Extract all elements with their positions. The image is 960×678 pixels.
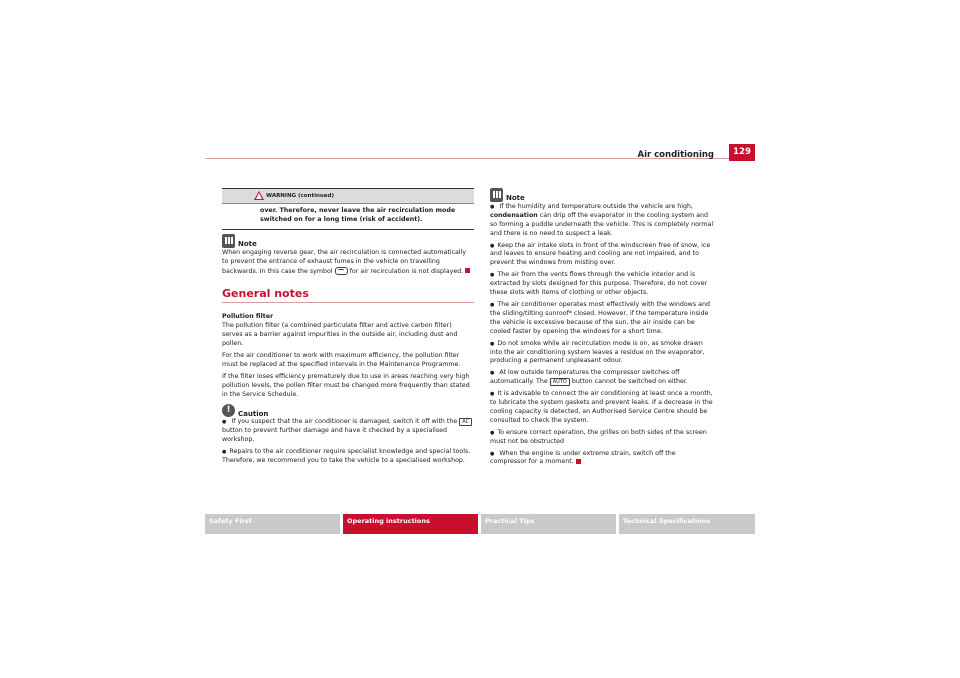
list-item-bold: condensation — [490, 211, 538, 219]
note-text: When engaging reverse gear, the air recirculation is connected automatically to prevent the entrance of exhaust fumes in the vehicle on travelling backwards. In this case the symbol — [222, 248, 467, 275]
note-label: Note — [506, 194, 525, 202]
warning-text: over. Therefore, never leave the air recirculation mode switched on for a long time (risk of accident). — [260, 207, 456, 223]
list-item — [222, 418, 474, 445]
warning-header — [222, 189, 474, 204]
list-item: ● Repairs to the air conditioner require specialist knowledge and special tools. Therefore, we recommend you to take the vehicle to a specialised workshop. — [222, 448, 474, 466]
left-column — [222, 188, 474, 469]
list-item — [490, 450, 714, 468]
footer-tab-safety-first[interactable]: Safety First — [205, 514, 340, 534]
footer-tab-operating-instructions[interactable]: Operating instructions — [343, 514, 478, 534]
list-item: ● Do not smoke while air recirculation mode is on, as smoke drawn into the air conditioning system leaves a residue on the evaporator, producing a permanent unpleasant odour. — [490, 340, 714, 367]
list-item-text: can drip off the evaporator in the cooling system and so forming a puddle underneath the vehicle. This is completely normal and there is no need to suspect a leak. — [490, 211, 714, 237]
list-item-text: At low outside temperatures the compressor switches off automatically. The — [490, 369, 680, 386]
footer-tab-practical-tips[interactable]: Practical Tips — [481, 514, 616, 534]
list-item-text: button to prevent further damage and have it checked by a specialised workshop. — [222, 427, 447, 444]
list-item-text: If the humidity and temperature outside the vehicle are high, — [499, 202, 693, 210]
list-item — [490, 203, 714, 239]
caution-label: Caution — [238, 409, 269, 418]
list-item: ● To ensure correct operation, the grilles on both sides of the screen must not be obstructed — [490, 429, 714, 447]
note-heading — [490, 188, 714, 203]
right-column — [490, 188, 714, 470]
note-hand-icon — [490, 188, 503, 202]
list-item: ● The air conditioner operates most effectively with the windows and the sliding/tilting sunroof* closed. However, if the temperature inside the vehicle is excessive because of the sun, the air inside can be cooled faster by opening the windows for a short time. — [490, 301, 714, 337]
air-recirculation-icon — [335, 267, 348, 275]
list-item: ● It is advisable to connect the air conditioning at least once a month, to lubricate the system gaskets and prevent leaks. If a decrease in the cooling capacity is detected, an Authorised Service Centre should be consulted to check the system. — [490, 390, 714, 426]
warning-triangle-icon — [254, 191, 264, 200]
paragraph: For the air conditioner to work with maximum efficiency, the pollution filter must be replaced at the specified intervals in the Maintenance Programme. — [222, 351, 461, 368]
caution-heading — [222, 404, 474, 419]
section-title: General notes — [222, 290, 474, 303]
list-item: ● Keep the air intake slots in front of the windscreen free of snow, ice and leaves to ensure heating and cooling are not impaired, and to prevent the windows from misting over. — [490, 242, 714, 269]
paragraph: If the filter loses efficiency prematurely due to use in areas reaching very high pollution levels, the pollen filter must be changed more frequently than stated in the Service Schedule. — [222, 372, 470, 398]
paragraph: The pollution filter (a combined particulate filter and active carbon filter) serves as a barrier against impurities in the outside air, including dust and pollen. — [222, 322, 458, 348]
page-number: 129 — [729, 144, 755, 161]
list-item — [490, 369, 714, 387]
ac-button-symbol: AC — [459, 418, 472, 426]
warning-label: WARNING (continued) — [266, 193, 334, 199]
auto-button-symbol: AUTO — [550, 378, 570, 386]
note-paragraph — [222, 249, 474, 277]
end-marker-icon — [576, 459, 581, 464]
chapter-title: Air conditioning — [637, 150, 714, 160]
footer-tab-technical-specifications[interactable]: Technical Specifications — [619, 514, 755, 534]
note-label: Note — [238, 239, 257, 248]
note-text: for air recirculation is not displayed. — [349, 267, 464, 275]
note-hand-icon — [222, 234, 235, 248]
warning-box — [222, 188, 474, 230]
list-item-text: If you suspect that the air conditioner is damaged, switch it off with the — [231, 418, 458, 426]
caution-exclamation-icon: ! — [222, 404, 235, 417]
list-item-text: button cannot be switched on either. — [571, 378, 688, 386]
subsection-title: Pollution filter — [222, 313, 274, 321]
end-marker-icon — [465, 268, 470, 273]
note-heading — [222, 234, 474, 249]
list-item: ● The air from the vents flows through the vehicle interior and is extracted by slots designed for this purpose. Therefore, do not cover these slots with items of clothing or other objects. — [490, 271, 714, 298]
list-item-text: When the engine is under extreme strain, switch off the compressor for a moment. — [490, 449, 676, 466]
